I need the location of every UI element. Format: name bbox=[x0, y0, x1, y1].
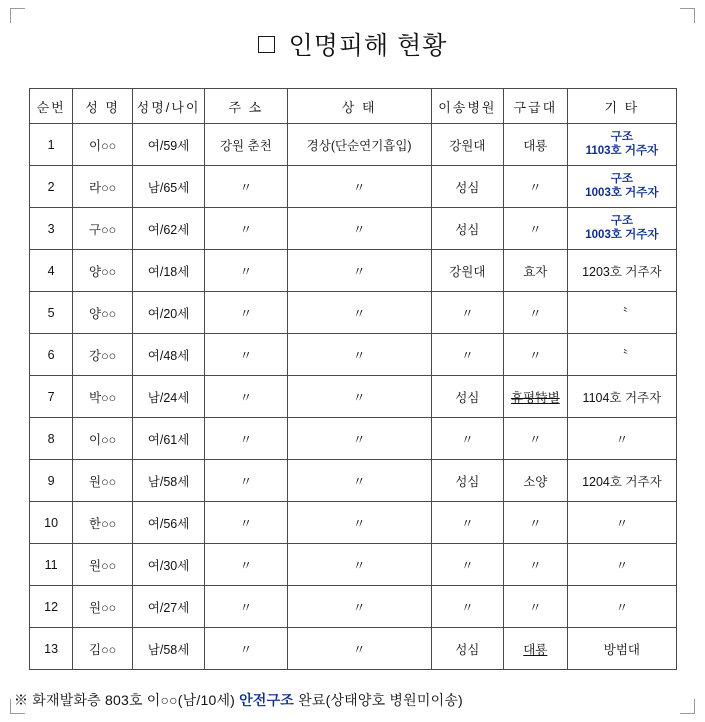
cell-hospital: 성심 bbox=[431, 460, 503, 502]
cell-etc-line1: 1204호 거주자 bbox=[582, 474, 662, 489]
column-header-hospital: 이송병원 bbox=[431, 89, 503, 124]
cell-etc bbox=[567, 376, 676, 418]
cell-no: 13 bbox=[30, 628, 73, 670]
cell-hospital: 〃 bbox=[431, 334, 503, 376]
cell-no: 7 bbox=[30, 376, 73, 418]
cell-ambulance: 대룡 bbox=[503, 628, 567, 670]
cell-ambulance: 〃 bbox=[503, 418, 567, 460]
cell-state: 〃 bbox=[287, 460, 431, 502]
cell-name: 이○○ bbox=[73, 124, 133, 166]
cell-ambulance: 소양 bbox=[503, 460, 567, 502]
cell-etc-line2: 1103호 거주자 bbox=[585, 144, 659, 157]
cell-ambulance: 〃 bbox=[503, 586, 567, 628]
cell-address: 〃 bbox=[205, 292, 287, 334]
casualty-table-body bbox=[30, 124, 677, 670]
table-row bbox=[30, 334, 677, 376]
cell-etc-line1: 〝 bbox=[615, 348, 629, 363]
cell-hospital: 성심 bbox=[431, 208, 503, 250]
cell-state: 〃 bbox=[287, 292, 431, 334]
cell-ambulance: 〃 bbox=[503, 502, 567, 544]
cell-name: 원○○ bbox=[73, 460, 133, 502]
cell-ambulance: 대룡 bbox=[503, 124, 567, 166]
cell-address: 〃 bbox=[205, 544, 287, 586]
cell-etc bbox=[567, 502, 676, 544]
cell-state: 〃 bbox=[287, 334, 431, 376]
table-row bbox=[30, 544, 677, 586]
cell-name: 한○○ bbox=[73, 502, 133, 544]
cell-ambulance: 〃 bbox=[503, 166, 567, 208]
cell-etc-line1: 〃 bbox=[615, 600, 629, 615]
column-header-etc: 기 타 bbox=[567, 89, 676, 124]
cell-state: 〃 bbox=[287, 250, 431, 292]
table-row bbox=[30, 124, 677, 166]
cell-state: 경상(단순연기흡입) bbox=[287, 124, 431, 166]
cell-state: 〃 bbox=[287, 208, 431, 250]
cell-etc bbox=[567, 292, 676, 334]
table-row bbox=[30, 250, 677, 292]
cell-no: 9 bbox=[30, 460, 73, 502]
cell-name: 구○○ bbox=[73, 208, 133, 250]
cell-hospital: 성심 bbox=[431, 166, 503, 208]
cell-etc bbox=[567, 418, 676, 460]
cell-etc-line1: 〃 bbox=[615, 432, 629, 447]
cell-sex-age: 남/24세 bbox=[133, 376, 205, 418]
cell-ambulance: 효자 bbox=[503, 250, 567, 292]
cell-hospital: 〃 bbox=[431, 586, 503, 628]
cell-etc bbox=[567, 334, 676, 376]
cell-sex-age: 여/18세 bbox=[133, 250, 205, 292]
cell-etc-line1: 구조 bbox=[610, 215, 633, 228]
footnote-highlight: 안전구조 bbox=[239, 692, 295, 708]
table-row bbox=[30, 208, 677, 250]
cell-address: 〃 bbox=[205, 166, 287, 208]
cell-no: 12 bbox=[30, 586, 73, 628]
cell-name: 강○○ bbox=[73, 334, 133, 376]
footnote-prefix: ※ 화재발화층 803호 이○○(남/10세) bbox=[14, 692, 240, 708]
table-row bbox=[30, 376, 677, 418]
cell-ambulance: 〃 bbox=[503, 208, 567, 250]
cell-name: 박○○ bbox=[73, 376, 133, 418]
cell-no: 3 bbox=[30, 208, 73, 250]
cell-no: 8 bbox=[30, 418, 73, 460]
cell-state: 〃 bbox=[287, 628, 431, 670]
table-row bbox=[30, 460, 677, 502]
cell-address: 〃 bbox=[205, 502, 287, 544]
cell-etc bbox=[567, 544, 676, 586]
table-row bbox=[30, 166, 677, 208]
cell-no: 10 bbox=[30, 502, 73, 544]
checkbox-empty-icon bbox=[258, 36, 275, 53]
cell-etc-line2: 1003호 거주자 bbox=[585, 228, 659, 241]
cell-name: 이○○ bbox=[73, 418, 133, 460]
cell-address: 〃 bbox=[205, 250, 287, 292]
cell-address: 〃 bbox=[205, 334, 287, 376]
column-header-ambulance: 구급대 bbox=[503, 89, 567, 124]
cell-etc bbox=[567, 586, 676, 628]
cell-no: 6 bbox=[30, 334, 73, 376]
cell-sex-age: 여/62세 bbox=[133, 208, 205, 250]
cell-etc-line2: 1003호 거주자 bbox=[585, 186, 659, 199]
cell-sex-age: 여/61세 bbox=[133, 418, 205, 460]
cell-etc bbox=[567, 124, 676, 166]
cell-etc-line1: 구조 bbox=[610, 131, 633, 144]
cell-hospital: 〃 bbox=[431, 292, 503, 334]
cell-sex-age: 여/27세 bbox=[133, 586, 205, 628]
cell-no: 1 bbox=[30, 124, 73, 166]
footnote bbox=[14, 690, 463, 710]
column-header-address: 주 소 bbox=[205, 89, 287, 124]
cell-ambulance: 〃 bbox=[503, 334, 567, 376]
cell-name: 라○○ bbox=[73, 166, 133, 208]
page-corner-top-right bbox=[680, 8, 695, 23]
cell-no: 11 bbox=[30, 544, 73, 586]
table-row bbox=[30, 292, 677, 334]
cell-hospital: 〃 bbox=[431, 502, 503, 544]
cell-hospital: 성심 bbox=[431, 376, 503, 418]
cell-no: 4 bbox=[30, 250, 73, 292]
cell-hospital: 〃 bbox=[431, 544, 503, 586]
cell-hospital: 〃 bbox=[431, 418, 503, 460]
cell-etc bbox=[567, 460, 676, 502]
table-row bbox=[30, 502, 677, 544]
page-title-text: 인명피해 현황 bbox=[288, 32, 448, 60]
cell-sex-age: 여/30세 bbox=[133, 544, 205, 586]
table-row bbox=[30, 628, 677, 670]
cell-state: 〃 bbox=[287, 376, 431, 418]
page-corner-top-left bbox=[10, 8, 25, 23]
casualty-table-wrapper bbox=[29, 88, 677, 670]
footnote-suffix: 완료(상태양호 병원미이송) bbox=[294, 692, 463, 708]
cell-etc bbox=[567, 208, 676, 250]
cell-address: 〃 bbox=[205, 460, 287, 502]
cell-sex-age: 남/65세 bbox=[133, 166, 205, 208]
cell-sex-age: 여/59세 bbox=[133, 124, 205, 166]
cell-etc-line1: 〃 bbox=[615, 516, 629, 531]
cell-no: 5 bbox=[30, 292, 73, 334]
cell-name: 김○○ bbox=[73, 628, 133, 670]
cell-sex-age: 여/56세 bbox=[133, 502, 205, 544]
page-title bbox=[0, 26, 705, 62]
cell-state: 〃 bbox=[287, 418, 431, 460]
cell-etc-line1: 〃 bbox=[615, 558, 629, 573]
cell-sex-age: 남/58세 bbox=[133, 628, 205, 670]
cell-no: 2 bbox=[30, 166, 73, 208]
cell-sex-age: 여/48세 bbox=[133, 334, 205, 376]
cell-hospital: 강원대 bbox=[431, 124, 503, 166]
cell-hospital: 성심 bbox=[431, 628, 503, 670]
cell-address: 강원 춘천 bbox=[205, 124, 287, 166]
cell-ambulance: 〃 bbox=[503, 544, 567, 586]
cell-state: 〃 bbox=[287, 586, 431, 628]
cell-etc-line1: 1203호 거주자 bbox=[582, 264, 662, 279]
cell-address: 〃 bbox=[205, 208, 287, 250]
column-header-sex-age: 성명/나이 bbox=[133, 89, 205, 124]
cell-sex-age: 남/58세 bbox=[133, 460, 205, 502]
cell-address: 〃 bbox=[205, 376, 287, 418]
page-corner-bottom-right bbox=[680, 699, 695, 714]
table-header-row bbox=[30, 89, 677, 124]
cell-ambulance: 휴평特별 bbox=[503, 376, 567, 418]
cell-address: 〃 bbox=[205, 586, 287, 628]
cell-etc-line1: 1104호 거주자 bbox=[582, 390, 662, 405]
cell-name: 원○○ bbox=[73, 586, 133, 628]
cell-ambulance: 〃 bbox=[503, 292, 567, 334]
column-header-state: 상 태 bbox=[287, 89, 431, 124]
cell-name: 원○○ bbox=[73, 544, 133, 586]
cell-etc-line1: 구조 bbox=[610, 173, 633, 186]
cell-hospital: 강원대 bbox=[431, 250, 503, 292]
cell-address: 〃 bbox=[205, 628, 287, 670]
cell-etc bbox=[567, 250, 676, 292]
cell-sex-age: 여/20세 bbox=[133, 292, 205, 334]
cell-name: 양○○ bbox=[73, 250, 133, 292]
cell-name: 양○○ bbox=[73, 292, 133, 334]
table-row bbox=[30, 586, 677, 628]
table-row bbox=[30, 418, 677, 460]
cell-state: 〃 bbox=[287, 544, 431, 586]
cell-etc bbox=[567, 628, 676, 670]
cell-etc-line1: 〝 bbox=[615, 306, 629, 321]
cell-state: 〃 bbox=[287, 502, 431, 544]
cell-etc-line1: 방범대 bbox=[603, 642, 640, 657]
column-header-name: 성 명 bbox=[73, 89, 133, 124]
column-header-no: 순번 bbox=[30, 89, 73, 124]
cell-etc bbox=[567, 166, 676, 208]
cell-state: 〃 bbox=[287, 166, 431, 208]
casualty-table bbox=[29, 88, 677, 670]
cell-address: 〃 bbox=[205, 418, 287, 460]
